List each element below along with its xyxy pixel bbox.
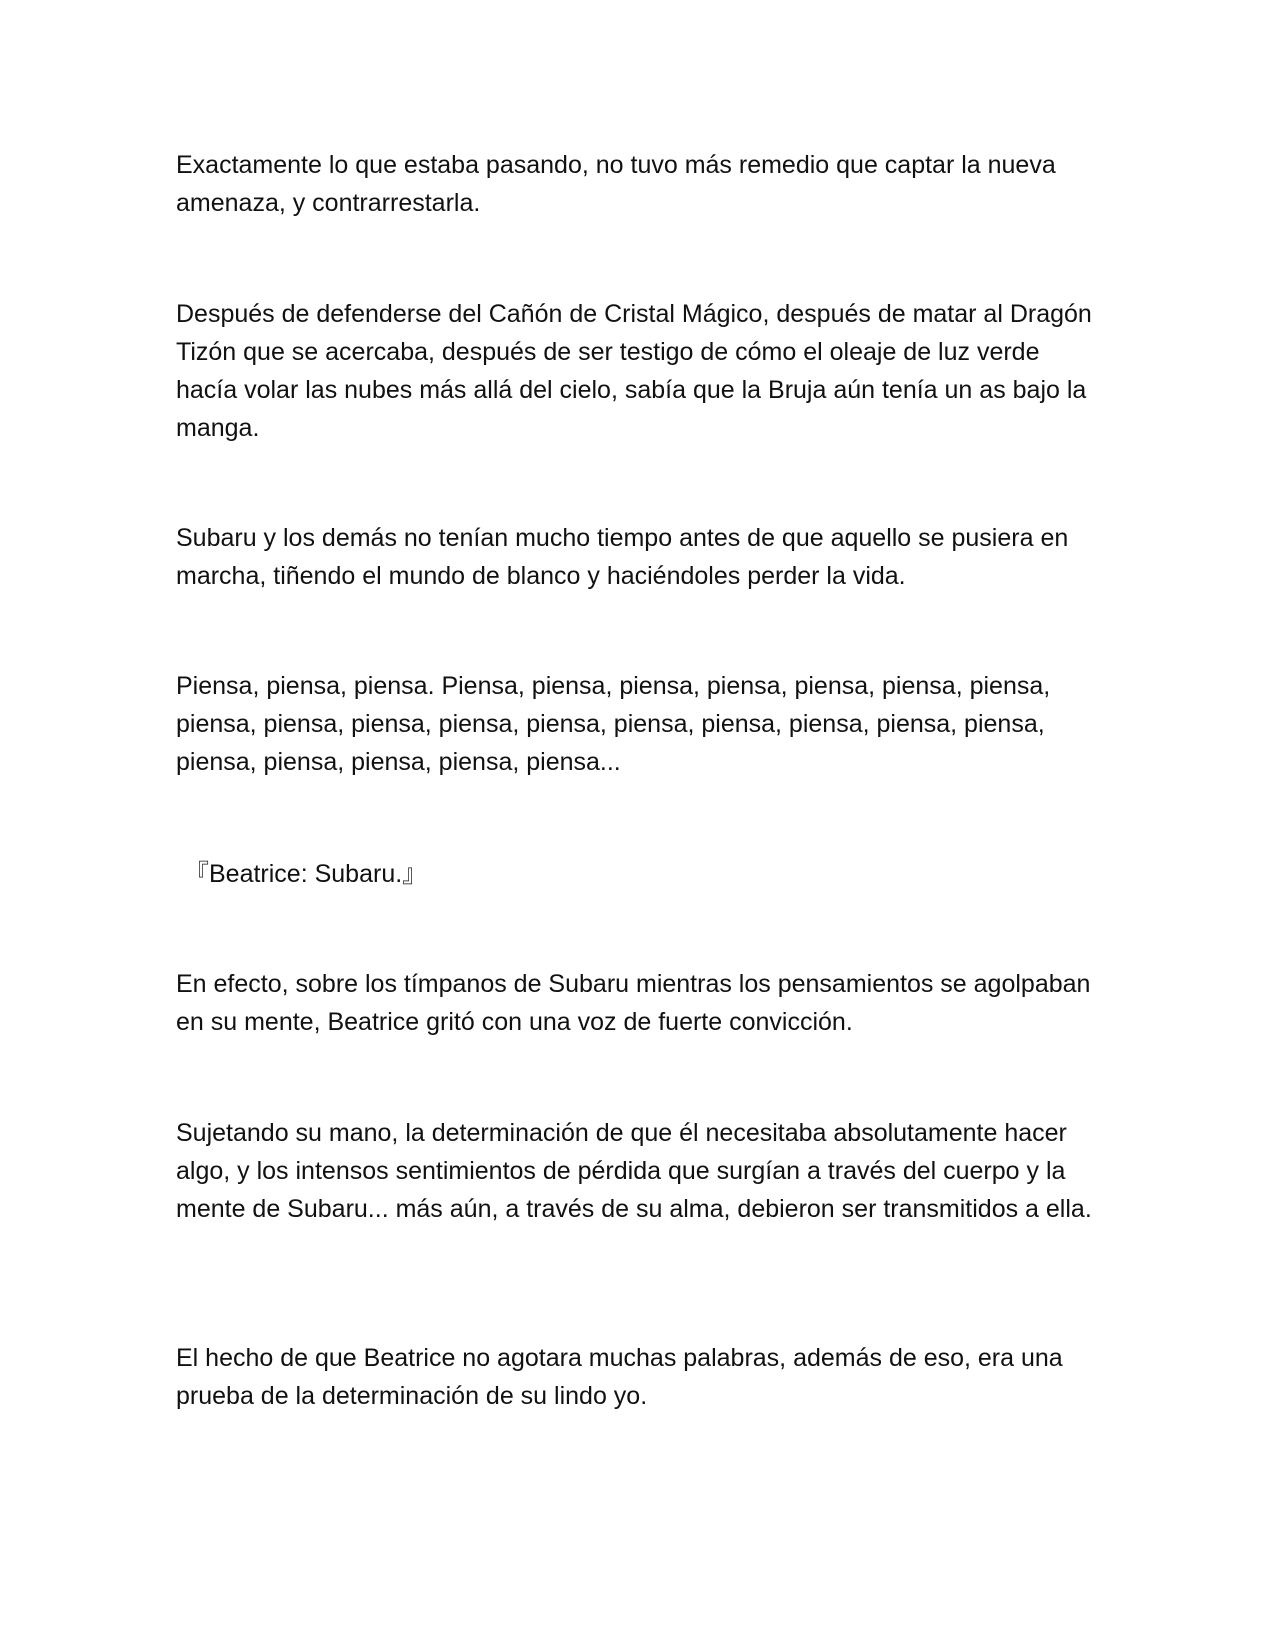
paragraph-3: Subaru y los demás no tenían mucho tiempo antes de que aquello se pusiera en marcha, tiñendo el mundo de blanco y haciéndoles perder la vida. bbox=[176, 524, 1069, 590]
paragraph-1: Exactamente lo que estaba pasando, no tuvo más remedio que captar la nueva amenaza, y contrarrestarla. bbox=[176, 151, 1056, 217]
dialogue-line: 『Beatrice: Subaru.』 bbox=[184, 860, 428, 888]
paragraph-4: Piensa, piensa, piensa. Piensa, piensa, piensa, piensa, piensa, piensa, piensa, piensa, piensa, piensa, piensa, piensa, piensa, piensa, piensa, piensa, piensa, piensa, piensa, piensa, piensa, piensa... bbox=[176, 672, 1051, 776]
paragraph-2: Después de defenderse del Cañón de Cristal Mágico, después de matar al Dragón Tizón que se acercaba, después de ser testigo de cómo el oleaje de luz verde hacía volar las nubes más allá del cielo, sabía que la Bruja aún tenía un as bajo la manga. bbox=[176, 300, 1092, 442]
paragraph-7: Sujetando su mano, la determinación de que él necesitaba absolutamente hacer algo, y los intensos sentimientos de pérdida que surgían a través del cuerpo y la mente de Subaru... más aún, a través de su alma, debieron ser transmitidos a ella. bbox=[176, 1119, 1092, 1223]
paragraph-6: En efecto, sobre los tímpanos de Subaru mientras los pensamientos se agolpaban en su mente, Beatrice gritó con una voz de fuerte convicción. bbox=[176, 970, 1091, 1036]
paragraph-8: El hecho de que Beatrice no agotara muchas palabras, además de eso, era una prueba de la determinación de su lindo yo. bbox=[176, 1344, 1063, 1410]
